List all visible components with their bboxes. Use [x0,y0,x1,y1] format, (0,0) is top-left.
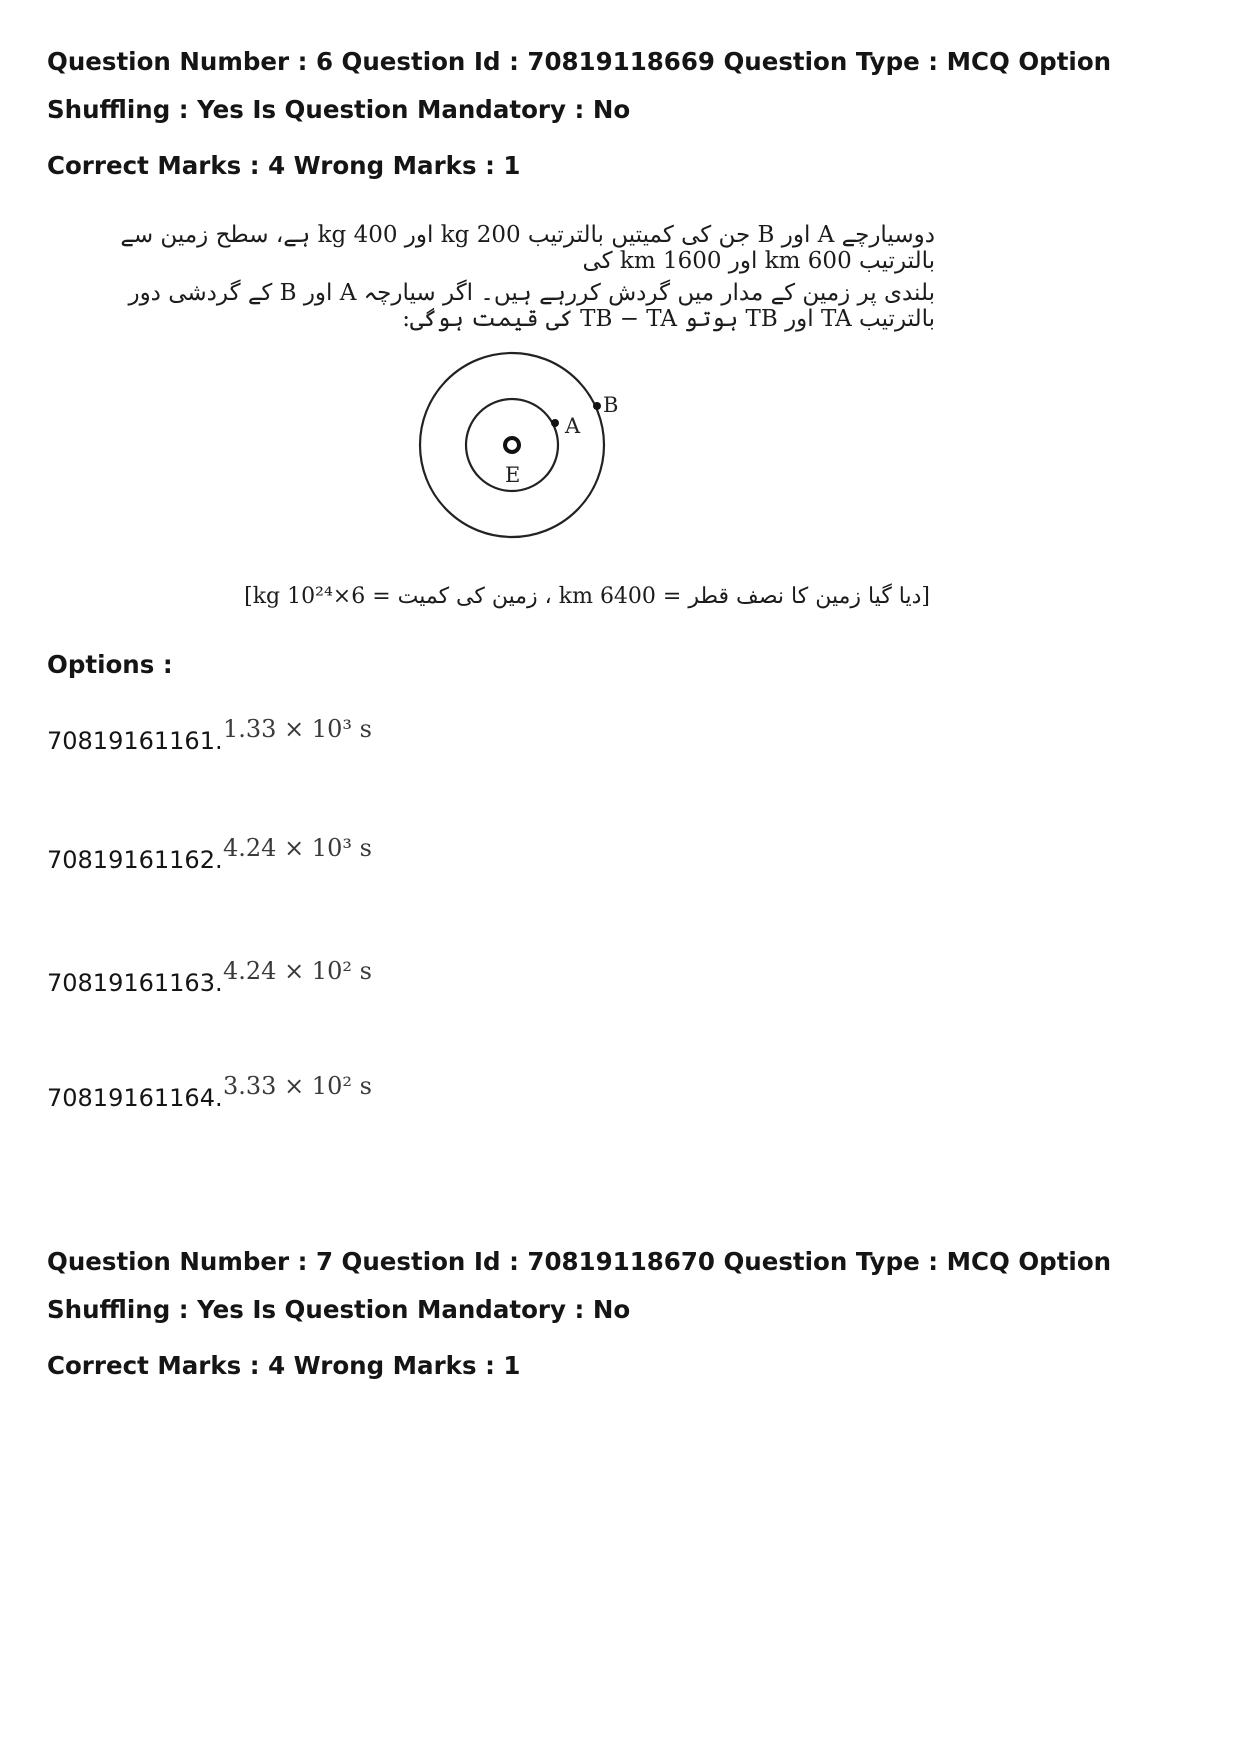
option-id: 70819161164. [47,1084,223,1112]
option-1[interactable] [47,716,372,766]
q6-question-meta: Question Number : 6 Question Id : 70819118669 Question Type : MCQ Option Shuffling : Yes Is Question Mandatory : No [47,47,1112,124]
option-value: 4.24 × 10³ s [223,834,372,862]
q6-stem-line-1: دوسیارچے A اور B جن کی کمیتیں بالترتیب 200 kg اور 400 kg ہے، سطح زمین سے بالترتیب 600 km اور 1600 km کی [120,222,935,274]
q6-marks: Correct Marks : 4 Wrong Marks : 1 [47,151,521,180]
options-label: Options : [47,650,173,679]
q7-question-meta: Question Number : 7 Question Id : 70819118670 Question Type : MCQ Option Shuffling : Yes Is Question Mandatory : No [47,1247,1112,1324]
option-value: 4.24 × 10² s [223,957,372,985]
satellite-a [551,419,559,427]
option-id: 70819161163. [47,969,223,997]
q6-stem-line-2: بلندی پر زمین کے مدار میں گردش کررہے ہیں۔ اگر سیارچہ A اور B کے گردشی دور بالترتیب TA اور TB ہوتو TB − TA کی قیمت ہوگی: [128,280,935,332]
option-value: 1.33 × 10³ s [223,715,372,743]
option-value: 3.33 × 10² s [223,1072,372,1100]
earth-marker [505,438,519,452]
orbit-diagram [400,320,640,570]
option-3[interactable] [47,958,372,1008]
option-4[interactable] [47,1073,372,1123]
option-id: 70819161161. [47,727,223,755]
outer-orbit [420,353,604,537]
satellite-b [593,402,601,410]
label-a: A [565,414,581,438]
option-2[interactable] [47,835,372,885]
q6-given-data: [دیا گیا زمین کا نصف قطر = 6400 km ، زمین کی کمیت = 6×10²⁴ kg] [244,584,930,609]
label-b: B [603,393,619,417]
option-id: 70819161162. [47,846,223,874]
label-e: E [505,463,521,487]
q7-marks: Correct Marks : 4 Wrong Marks : 1 [47,1351,521,1380]
